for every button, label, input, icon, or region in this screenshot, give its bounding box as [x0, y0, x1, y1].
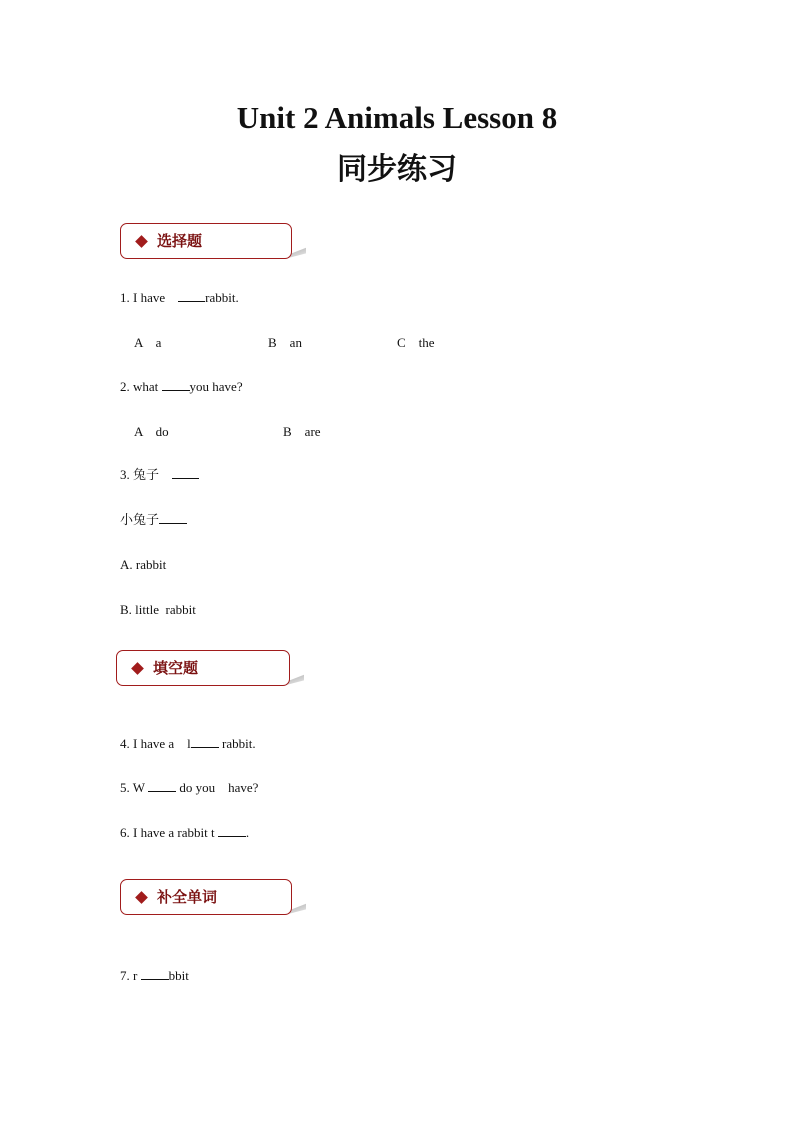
- section-header-choice: [120, 223, 310, 261]
- option-text: the: [418, 335, 435, 350]
- option-text: are: [304, 424, 321, 439]
- question-2-prefix: 2. what: [120, 379, 159, 394]
- answer-blank: [172, 466, 199, 479]
- answer-blank: [141, 967, 169, 980]
- option-letter: C: [397, 335, 406, 350]
- question-1-option-b: [268, 334, 302, 352]
- question-5-middle: do you: [179, 780, 216, 795]
- question-3: [120, 466, 199, 485]
- answer-blank: [178, 289, 205, 302]
- option-text: an: [289, 335, 302, 350]
- question-3-prefix: 3.: [120, 467, 130, 482]
- question-3-option-b: B. little rabbit: [120, 602, 196, 617]
- question-2-suffix: you have?: [189, 379, 243, 394]
- answer-blank: [191, 735, 219, 748]
- option-text: do: [155, 424, 169, 439]
- question-5: [120, 779, 258, 797]
- section-header-complete: [120, 879, 310, 917]
- diamond-icon: [135, 235, 148, 248]
- question-1-prefix: 1. I have: [120, 290, 166, 305]
- question-3-line-2: [120, 511, 187, 530]
- question-3-word-2: 小兔子: [120, 513, 160, 528]
- question-6-prefix: 6. I have a rabbit t: [120, 825, 215, 840]
- section-label-choice: 选择题: [157, 232, 203, 250]
- question-3-option-a: A. rabbit: [120, 557, 167, 572]
- diamond-icon: [135, 891, 148, 904]
- question-2: [120, 378, 243, 396]
- page-subtitle: 同步练习: [337, 152, 457, 187]
- answer-blank: [159, 511, 187, 524]
- question-6-suffix: .: [245, 825, 250, 840]
- question-1-option-c: [397, 334, 435, 352]
- question-7: [120, 967, 189, 985]
- answer-blank: [148, 779, 176, 792]
- question-6: [120, 824, 249, 842]
- question-2-option-b: [283, 423, 321, 441]
- question-4-letter: l: [187, 736, 191, 751]
- option-letter: B: [268, 335, 277, 350]
- question-3-word-1: 兔子: [133, 468, 160, 483]
- question-1-suffix: rabbit.: [205, 290, 239, 305]
- section-box: [120, 879, 292, 915]
- section-header-fill: [116, 650, 306, 688]
- question-2-option-a: [134, 423, 169, 441]
- page-title: Unit 2 Animals Lesson 8: [236, 100, 558, 135]
- question-1-option-a: [134, 334, 161, 352]
- diamond-icon: [131, 662, 144, 675]
- question-5-suffix: have?: [228, 780, 259, 795]
- question-7-suffix: bbit: [168, 968, 189, 983]
- option-letter: A: [134, 335, 143, 350]
- option-letter: A: [134, 424, 143, 439]
- section-label-fill: 填空题: [153, 659, 199, 677]
- section-box: [116, 650, 290, 686]
- option-letter: B: [283, 424, 292, 439]
- question-1: [120, 289, 239, 307]
- question-7-prefix: 7. r: [120, 968, 138, 983]
- question-4-suffix: rabbit.: [222, 736, 256, 751]
- answer-blank: [162, 378, 190, 391]
- question-4: [120, 735, 256, 753]
- section-box: [120, 223, 292, 259]
- option-text: a: [155, 335, 162, 350]
- section-label-complete: 补全单词: [157, 888, 218, 906]
- answer-blank: [218, 824, 246, 837]
- question-5-prefix: 5. W: [120, 780, 145, 795]
- question-4-prefix: 4. I have a: [120, 736, 175, 751]
